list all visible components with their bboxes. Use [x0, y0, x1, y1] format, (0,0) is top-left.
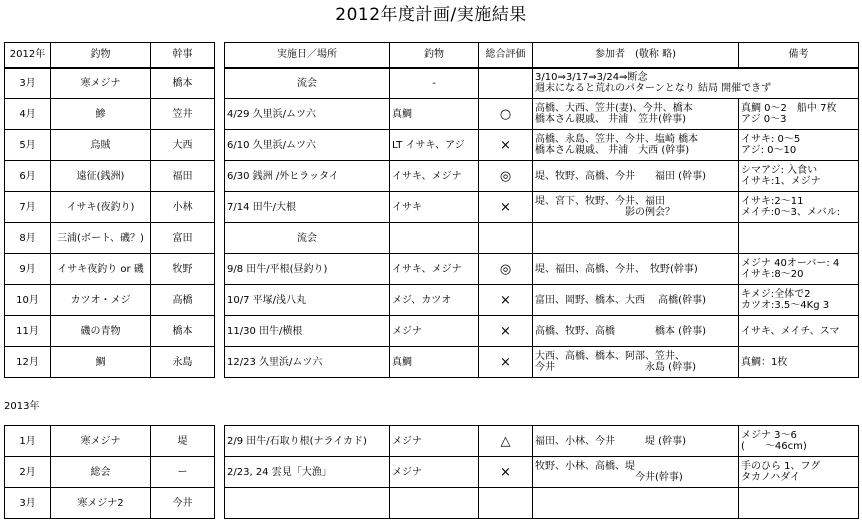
- result-catch: メジナ: [390, 457, 479, 488]
- results-table-2012: [224, 42, 859, 378]
- result-date-place: 流会: [225, 68, 390, 99]
- result-evaluation: ×: [479, 192, 533, 223]
- plan-row: [5, 347, 215, 378]
- result-evaluation: ◎: [479, 161, 533, 192]
- plan-month: 7月: [5, 192, 51, 223]
- result-notes: [739, 347, 859, 378]
- result-participants-line: 今井 永島 (幹事): [535, 362, 696, 373]
- result-notes: [739, 316, 859, 347]
- results-header-participants: 参加者 (敬称 略): [533, 43, 739, 68]
- result-catch: メジナ: [390, 426, 479, 457]
- plan-organizer: 堤: [151, 426, 215, 457]
- result-evaluation: [479, 488, 533, 519]
- result-participants: [533, 254, 739, 285]
- results-table-2013: [224, 425, 859, 519]
- result-date-place: 2/9 田牛/石取り根(ナライカド): [225, 426, 390, 457]
- plan-header-organizer: 幹事: [151, 43, 215, 68]
- result-catch: 真鯛: [390, 99, 479, 130]
- plan-organizer: 笠井: [151, 99, 215, 130]
- result-participants-line: 影の例会？: [535, 207, 675, 218]
- plan-row: [5, 68, 215, 99]
- plan-row: [5, 285, 215, 316]
- plan-row: [5, 99, 215, 130]
- plan-month: 9月: [5, 254, 51, 285]
- result-participants-line: 堤、福田、高橋、今井、 牧野(幹事): [535, 263, 698, 275]
- result-date-place: 2/23, 24 雲見「大漁」: [225, 457, 390, 488]
- result-participants-line: 橋本さん親戚、 井浦 笠井(幹事): [535, 114, 686, 125]
- plan-target: 鯵: [51, 99, 151, 130]
- result-date-place: 10/7 平塚/浅八丸: [225, 285, 390, 316]
- result-notes: [739, 254, 859, 285]
- result-participants: [533, 347, 739, 378]
- result-row: [225, 254, 859, 285]
- plan-organizer: 橋本: [151, 316, 215, 347]
- result-row: [225, 457, 859, 488]
- result-participants-line: 今井(幹事): [535, 472, 683, 483]
- result-row: [225, 426, 859, 457]
- plan-row: [5, 426, 215, 457]
- result-participants: [533, 285, 739, 316]
- result-participants: [533, 68, 859, 99]
- results-header-catch: 釣物: [390, 43, 479, 68]
- result-participants-line: 橋本さん親戚、 井浦 大西 (幹事): [535, 145, 690, 156]
- result-notes-line: イサキ:8～20: [741, 269, 804, 280]
- result-participants: [533, 99, 739, 130]
- result-catch: イサキ、メジナ: [390, 254, 479, 285]
- result-evaluation: ×: [479, 130, 533, 161]
- plan-table-2012: [4, 42, 215, 378]
- result-catch: -: [390, 68, 479, 99]
- result-catch: メジ、カツオ: [390, 285, 479, 316]
- plan-organizer: 小林: [151, 192, 215, 223]
- plan-month: 8月: [5, 223, 51, 254]
- result-participants-line: 牧野、小林、高橋、堤: [535, 461, 635, 472]
- plan-month: 11月: [5, 316, 51, 347]
- result-row: [225, 223, 859, 254]
- result-participants-line: 高橋、牧野、高橋 橋本 (幹事): [535, 325, 706, 337]
- result-date-place: 11/30 田牛/横根: [225, 316, 390, 347]
- result-participants: [533, 457, 739, 488]
- plan-target: 寒メジナ: [51, 68, 151, 99]
- result-participants: [533, 192, 739, 223]
- plan-header-target: 釣物: [51, 43, 151, 68]
- plan-organizer: 永島: [151, 347, 215, 378]
- result-notes: [739, 426, 859, 457]
- plan-row: [5, 192, 215, 223]
- plan-target: 磯の青物: [51, 316, 151, 347]
- result-notes-line: 真鯛 0～2 船中 7枚: [741, 103, 837, 114]
- result-notes: [739, 161, 859, 192]
- result-notes: [739, 285, 859, 316]
- result-date-place: [225, 488, 390, 519]
- result-notes: [739, 99, 859, 130]
- result-notes-line: ( ～46cm): [741, 441, 807, 452]
- plan-row: [5, 316, 215, 347]
- result-notes-line: イサキ:1、メジナ: [741, 176, 821, 187]
- result-notes-line: イサキ:2～11: [741, 196, 804, 207]
- result-evaluation: ×: [479, 457, 533, 488]
- plan-month: 6月: [5, 161, 51, 192]
- results-header-notes: 備考: [739, 43, 859, 68]
- plan-month: 5月: [5, 130, 51, 161]
- result-date-place: 6/30 銭洲 /外ヒラッタイ: [225, 161, 390, 192]
- result-catch: [390, 488, 479, 519]
- result-notes-line: アジ: 0～10: [741, 145, 797, 156]
- result-evaluation: ◎: [479, 254, 533, 285]
- result-notes-line: カツオ:3.5～4Kg 3: [741, 300, 830, 311]
- result-catch: イサキ、メジナ: [390, 161, 479, 192]
- results-header-evaluation: 総合評価: [479, 43, 533, 68]
- plan-target: カツオ・メジ: [51, 285, 151, 316]
- result-notes-line: 真鯛：1枚: [741, 356, 788, 368]
- plan-month: 3月: [5, 488, 51, 519]
- result-notes-line: イサキ: 0～5: [741, 134, 801, 145]
- plan-target: イサキ(夜釣り): [51, 192, 151, 223]
- plan-organizer: 橋本: [151, 68, 215, 99]
- result-evaluation: ×: [479, 347, 533, 378]
- result-notes: [739, 192, 859, 223]
- result-row: [225, 99, 859, 130]
- result-notes-line: シマアジ: 入食い: [741, 165, 818, 176]
- plan-month: 2月: [5, 457, 51, 488]
- result-participants-line: 福田、小林、今井 堤 (幹事): [535, 435, 686, 447]
- result-date-place: 4/29 久里浜/ムツ六: [225, 99, 390, 130]
- result-participants: [533, 426, 739, 457]
- result-participants-line: 大西、高橋、橋本、阿部、笠井、: [535, 351, 685, 362]
- result-date-place: 9/8 田牛/平根(昼釣り): [225, 254, 390, 285]
- result-row: [225, 347, 859, 378]
- plan-target: 三浦(ボート、磯？): [51, 223, 151, 254]
- plan-organizer: 今井: [151, 488, 215, 519]
- result-participants: [533, 488, 739, 519]
- result-date-place: 12/23 久里浜/ムツ六: [225, 347, 390, 378]
- result-row: [225, 68, 859, 99]
- plan-row: [5, 223, 215, 254]
- plan-organizer: 牧野: [151, 254, 215, 285]
- result-catch: イサキ: [390, 192, 479, 223]
- result-row: [225, 285, 859, 316]
- result-participants-line: 堤、牧野、高橋、今井 福田 (幹事): [535, 170, 706, 182]
- plan-header-month: 2012年: [5, 43, 51, 68]
- result-notes: [739, 130, 859, 161]
- result-notes-line: キメジ:全体で2: [741, 289, 811, 300]
- result-notes-line: メジナ 3～6: [741, 430, 797, 441]
- plan-month: 12月: [5, 347, 51, 378]
- result-notes: [739, 488, 859, 519]
- plan-target: 烏賊: [51, 130, 151, 161]
- result-notes-line: イサキ、メイチ、スマ: [741, 325, 840, 337]
- result-evaluation: △: [479, 426, 533, 457]
- plan-target: 遠征(銭洲): [51, 161, 151, 192]
- result-row: [225, 161, 859, 192]
- result-participants: [533, 316, 739, 347]
- plan-row: [5, 488, 215, 519]
- result-row: [225, 488, 859, 519]
- result-catch: [390, 223, 479, 254]
- result-row: [225, 192, 859, 223]
- plan-target: 総会: [51, 457, 151, 488]
- result-notes-line: アジ 0～3: [741, 114, 787, 125]
- result-notes: [739, 457, 859, 488]
- result-date-place: 6/10 久里浜/ムツ六: [225, 130, 390, 161]
- result-notes-line: 手のひら 1、フグ: [741, 461, 821, 472]
- result-catch: 真鯛: [390, 347, 479, 378]
- plan-target: 鯛: [51, 347, 151, 378]
- plan-organizer: 富田: [151, 223, 215, 254]
- result-catch: LT イサキ、アジ: [390, 130, 479, 161]
- result-date-place: 流会: [225, 223, 390, 254]
- result-evaluation: [479, 223, 533, 254]
- plan-target: イサキ夜釣り or 磯: [51, 254, 151, 285]
- result-row: [225, 130, 859, 161]
- result-participants: [533, 223, 739, 254]
- result-notes-line: メイチ:0～3、メバル:: [741, 207, 841, 218]
- result-participants-line: 富田、岡野、橋本、大西 高橋(幹事): [535, 294, 706, 306]
- plan-organizer: 福田: [151, 161, 215, 192]
- plan-month: 4月: [5, 99, 51, 130]
- plan-organizer: ー: [151, 457, 215, 488]
- plan-row: [5, 254, 215, 285]
- plan-target: 寒メジナ2: [51, 488, 151, 519]
- result-participants: [533, 130, 739, 161]
- result-notes-line: メジナ 40オーバー: 4: [741, 258, 840, 269]
- year-2013-label: 2013年: [4, 401, 40, 412]
- result-row: [225, 316, 859, 347]
- plan-month: 1月: [5, 426, 51, 457]
- result-participants-line: 堤、宮下、牧野、今井、福田: [535, 196, 665, 207]
- plan-organizer: 高橋: [151, 285, 215, 316]
- result-participants-line: 3/10⇒3/17⇒3/24⇒断念: [535, 72, 648, 84]
- result-catch: メジナ: [390, 316, 479, 347]
- plan-row: [5, 161, 215, 192]
- result-participants-line: 高橋、永島、笠井、今井、塩崎 橋本: [535, 134, 699, 145]
- plan-target: 寒メジナ: [51, 426, 151, 457]
- result-notes-line: タカノハダイ: [741, 472, 800, 483]
- result-participants-line: 週末になると荒れのパターンとなり 結局 開催できず: [535, 83, 772, 95]
- plan-month: 3月: [5, 68, 51, 99]
- result-participants: [533, 161, 739, 192]
- result-participants-line: 高橋、大西、笠井(妻)、今井、橋本: [535, 103, 693, 114]
- result-evaluation: [479, 68, 533, 99]
- plan-row: [5, 457, 215, 488]
- result-date-place: 7/14 田牛/大根: [225, 192, 390, 223]
- result-evaluation: ×: [479, 316, 533, 347]
- result-evaluation: ×: [479, 285, 533, 316]
- plan-table-2013: [4, 425, 215, 519]
- plan-month: 10月: [5, 285, 51, 316]
- plan-row: [5, 130, 215, 161]
- results-header-date-place: 実施日／場所: [225, 43, 390, 68]
- page-title: 2012年度計画/実施結果: [335, 5, 527, 25]
- plan-organizer: 大西: [151, 130, 215, 161]
- result-notes: [739, 223, 859, 254]
- result-evaluation: ○: [479, 99, 533, 130]
